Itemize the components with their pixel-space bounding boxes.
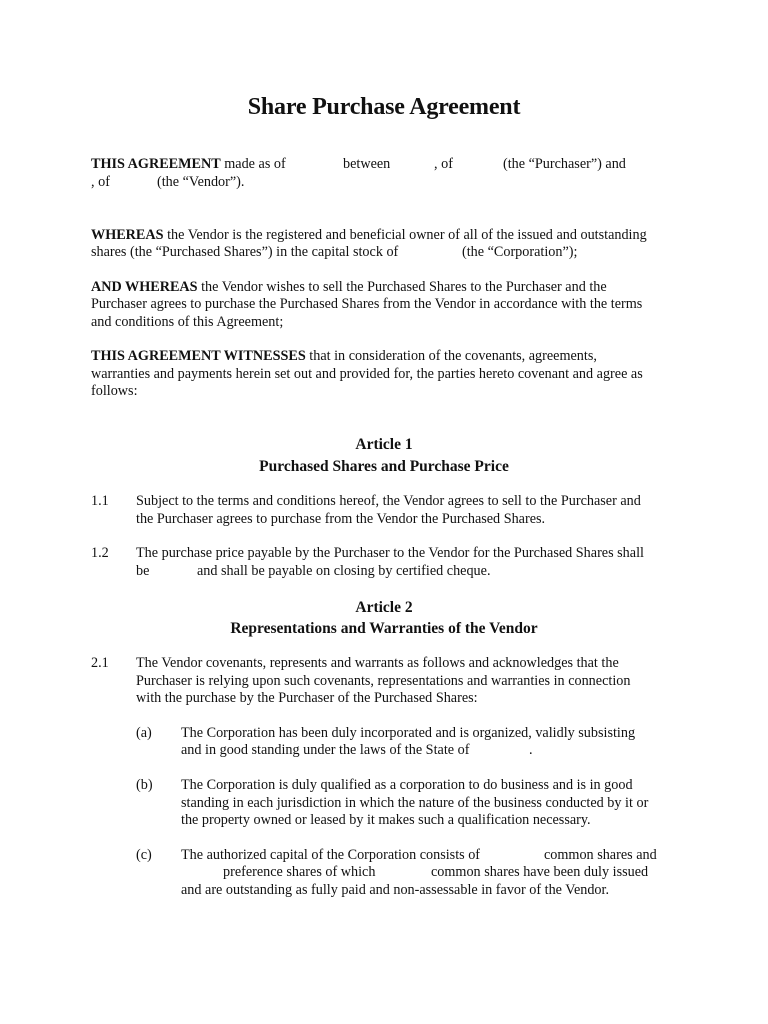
article-1-number: Article 1: [355, 436, 413, 453]
intro-of-2: , of: [91, 174, 110, 190]
sub-b-number: (b): [136, 777, 153, 793]
sub-c-line-2a: preference shares of which: [223, 864, 376, 880]
intro-agreement-label: THIS AGREEMENT made as of: [91, 156, 286, 172]
sub-a-line-2a: and in good standing under the laws of the State of: [181, 742, 470, 758]
sub-c-line-2b: common shares have been duly issued: [431, 864, 649, 880]
intro-of-1: , of: [434, 156, 453, 172]
article-2-title: Representations and Warranties of the Vendor: [230, 620, 538, 637]
clause-2-1-line-3: with the purchase by the Purchaser of the Purchased Shares:: [136, 690, 478, 706]
document-title: Share Purchase Agreement: [247, 94, 521, 120]
sub-b-line-2: standing in each jurisdiction in which the nature of the business conducted by it or: [181, 795, 649, 811]
clause-1-2-line-2b: and shall be payable on closing by certified cheque.: [197, 563, 491, 579]
clause-1-1-line-1: Subject to the terms and conditions hereof, the Vendor agrees to sell to the Purchaser and: [136, 493, 641, 509]
clause-1-1-number: 1.1: [91, 493, 109, 509]
sub-c-line-1b: common shares and: [544, 847, 657, 863]
whereas-2-line-2: Purchaser agrees to purchase the Purchased Shares from the Vendor in accordance with the terms: [91, 296, 643, 312]
intro-vendor: (the “Vendor”).: [157, 174, 245, 190]
witnesses-line-2: warranties and payments herein set out and provided for, the parties hereto covenant and agree as: [91, 366, 643, 382]
sub-c-line-1a: The authorized capital of the Corporation consists of: [181, 847, 481, 863]
article-1-title: Purchased Shares and Purchase Price: [259, 458, 509, 475]
sub-b-line-3: the property owned or leased by it makes such a qualification necessary.: [181, 812, 591, 828]
clause-1-2-line-2a: be: [136, 563, 150, 579]
sub-a-line-2b: .: [529, 742, 533, 758]
whereas-2-line-1: AND WHEREAS the Vendor wishes to sell the Purchased Shares to the Purchaser and the: [91, 279, 607, 295]
intro-purchaser: (the “Purchaser”) and: [503, 156, 626, 172]
whereas-2-line-3: and conditions of this Agreement;: [91, 314, 284, 330]
sub-a-number: (a): [136, 725, 152, 741]
clause-1-2-line-1: The purchase price payable by the Purchaser to the Vendor for the Purchased Shares shall: [136, 545, 644, 561]
whereas-1-line-1: WHEREAS the Vendor is the registered and beneficial owner of all of the issued and outstanding: [91, 227, 647, 243]
sub-c-line-3: and are outstanding as fully paid and non-assessable in favor of the Vendor.: [181, 882, 610, 898]
intro-between: between: [343, 156, 391, 172]
clause-2-1-line-1: The Vendor covenants, represents and warrants as follows and acknowledges that the: [136, 655, 619, 671]
sub-c-number: (c): [136, 847, 152, 863]
witnesses-line-3: follows:: [91, 383, 138, 399]
witnesses-line-1: THIS AGREEMENT WITNESSES that in consideration of the covenants, agreements,: [91, 348, 597, 364]
sub-a-line-1: The Corporation has been duly incorporated and is organized, validly subsisting: [181, 725, 636, 741]
clause-1-2-number: 1.2: [91, 545, 109, 561]
clause-2-1-number: 2.1: [91, 655, 109, 671]
clause-2-1-line-2: Purchaser is relying upon such covenants, representations and warranties in connection: [136, 673, 631, 689]
clause-1-1-line-2: the Purchaser agrees to purchase from the Vendor the Purchased Shares.: [136, 511, 546, 527]
whereas-1-line-2a: shares (the “Purchased Shares”) in the capital stock of: [91, 244, 399, 260]
sub-b-line-1: The Corporation is duly qualified as a corporation to do business and is in good: [181, 777, 633, 793]
whereas-1-line-2b: (the “Corporation”);: [462, 244, 578, 260]
article-2-number: Article 2: [355, 599, 413, 616]
